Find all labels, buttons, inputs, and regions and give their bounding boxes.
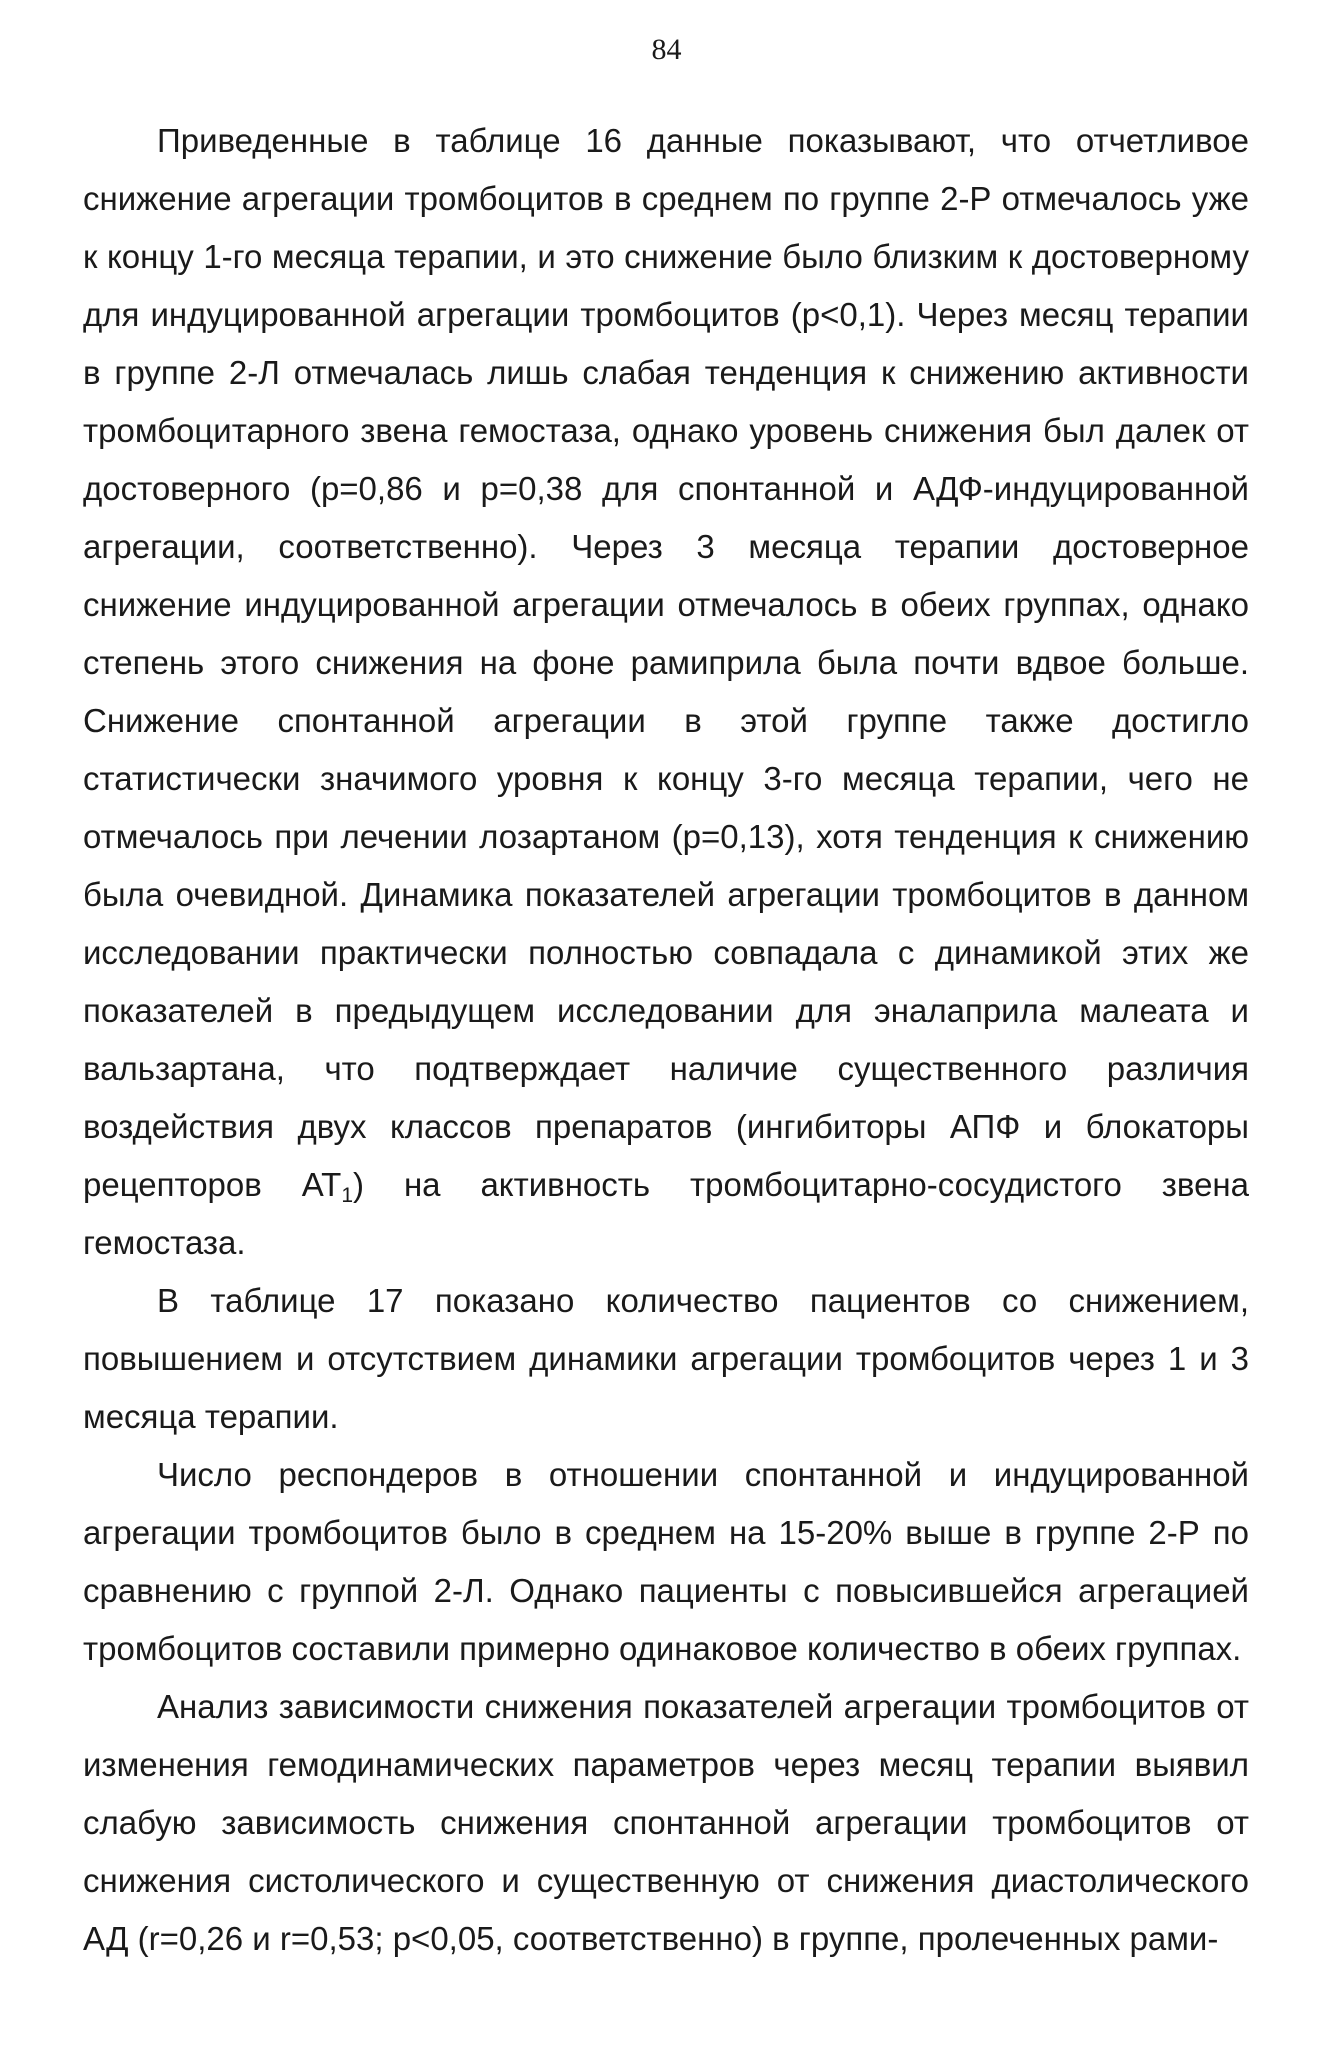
- paragraph-1: [83, 112, 1249, 1272]
- document-body: [83, 112, 1249, 1968]
- page-number: 84: [651, 33, 682, 66]
- subscript-1: 1: [341, 1184, 354, 1207]
- paragraph-3: Число респондеров в отношении спонтанной и индуцированной агрегации тромбоцитов было в среднем на 15-20% выше в группе 2-Р по сравнению с группой 2-Л. Однако пациенты с повысившейся агрегацией тромбоцитов составили примерно одинаковое количество в обеих группах.: [83, 1456, 1249, 1667]
- paragraph-1-text: Приведенные в таблице 16 данные показывают, что отчетливое снижение агрегации тромбоцитов в среднем по группе 2-Р отмечалось уже к концу 1-го месяца терапии, и это снижение было близким к достоверному для индуцированной агрегации тромбоцитов (p<0,1). Через месяц терапии в группе 2-Л отмечалась лишь слабая тенденция к снижению активности тромбоцитарного звена гемостаза, однако уровень снижения был далек от достоверного (p=0,86 и p=0,38 для спонтанной и АДФ-индуцированной агрегации, соответственно). Через 3 месяца терапии достоверное снижение индуцированной агрегации отмечалось в обеих группах, однако степень этого снижения на фоне рамиприла была почти вдвое больше. Снижение спонтанной агрегации в этой группе также достигло статистически значимого уровня к концу 3-го месяца терапии, чего не отмечалось при лечении лозартаном (p=0,13), хотя тенденция к снижению была очевидной. Динамика показателей агрегации тромбоцитов в данном исследовании практически полностью совпадала с динамикой этих же показателей в предыдущем исследовании для эналаприла малеата и вальзартана, что подтверждает наличие существенного различия воздействия двух классов препаратов (ингибиторы АПФ и блокаторы рецепторов АТ: [83, 122, 1249, 1203]
- paragraph-4: Анализ зависимости снижения показателей агрегации тромбоцитов от изменения гемодинамических параметров через месяц терапии выявил слабую зависимость снижения спонтанной агрегации тромбоцитов от снижения систолического и существенную от снижения диастолического АД (r=0,26 и r=0,53; p<0,05, соответственно) в группе, пролеченных рами-: [83, 1688, 1249, 1957]
- paragraph-1-text-end: ) на активность тромбоцитарно-сосудистого звена гемостаза.: [83, 1166, 1249, 1261]
- paragraph-2: В таблице 17 показано количество пациентов со снижением, повышением и отсутствием динамики агрегации тромбоцитов через 1 и 3 месяца терапии.: [83, 1282, 1249, 1435]
